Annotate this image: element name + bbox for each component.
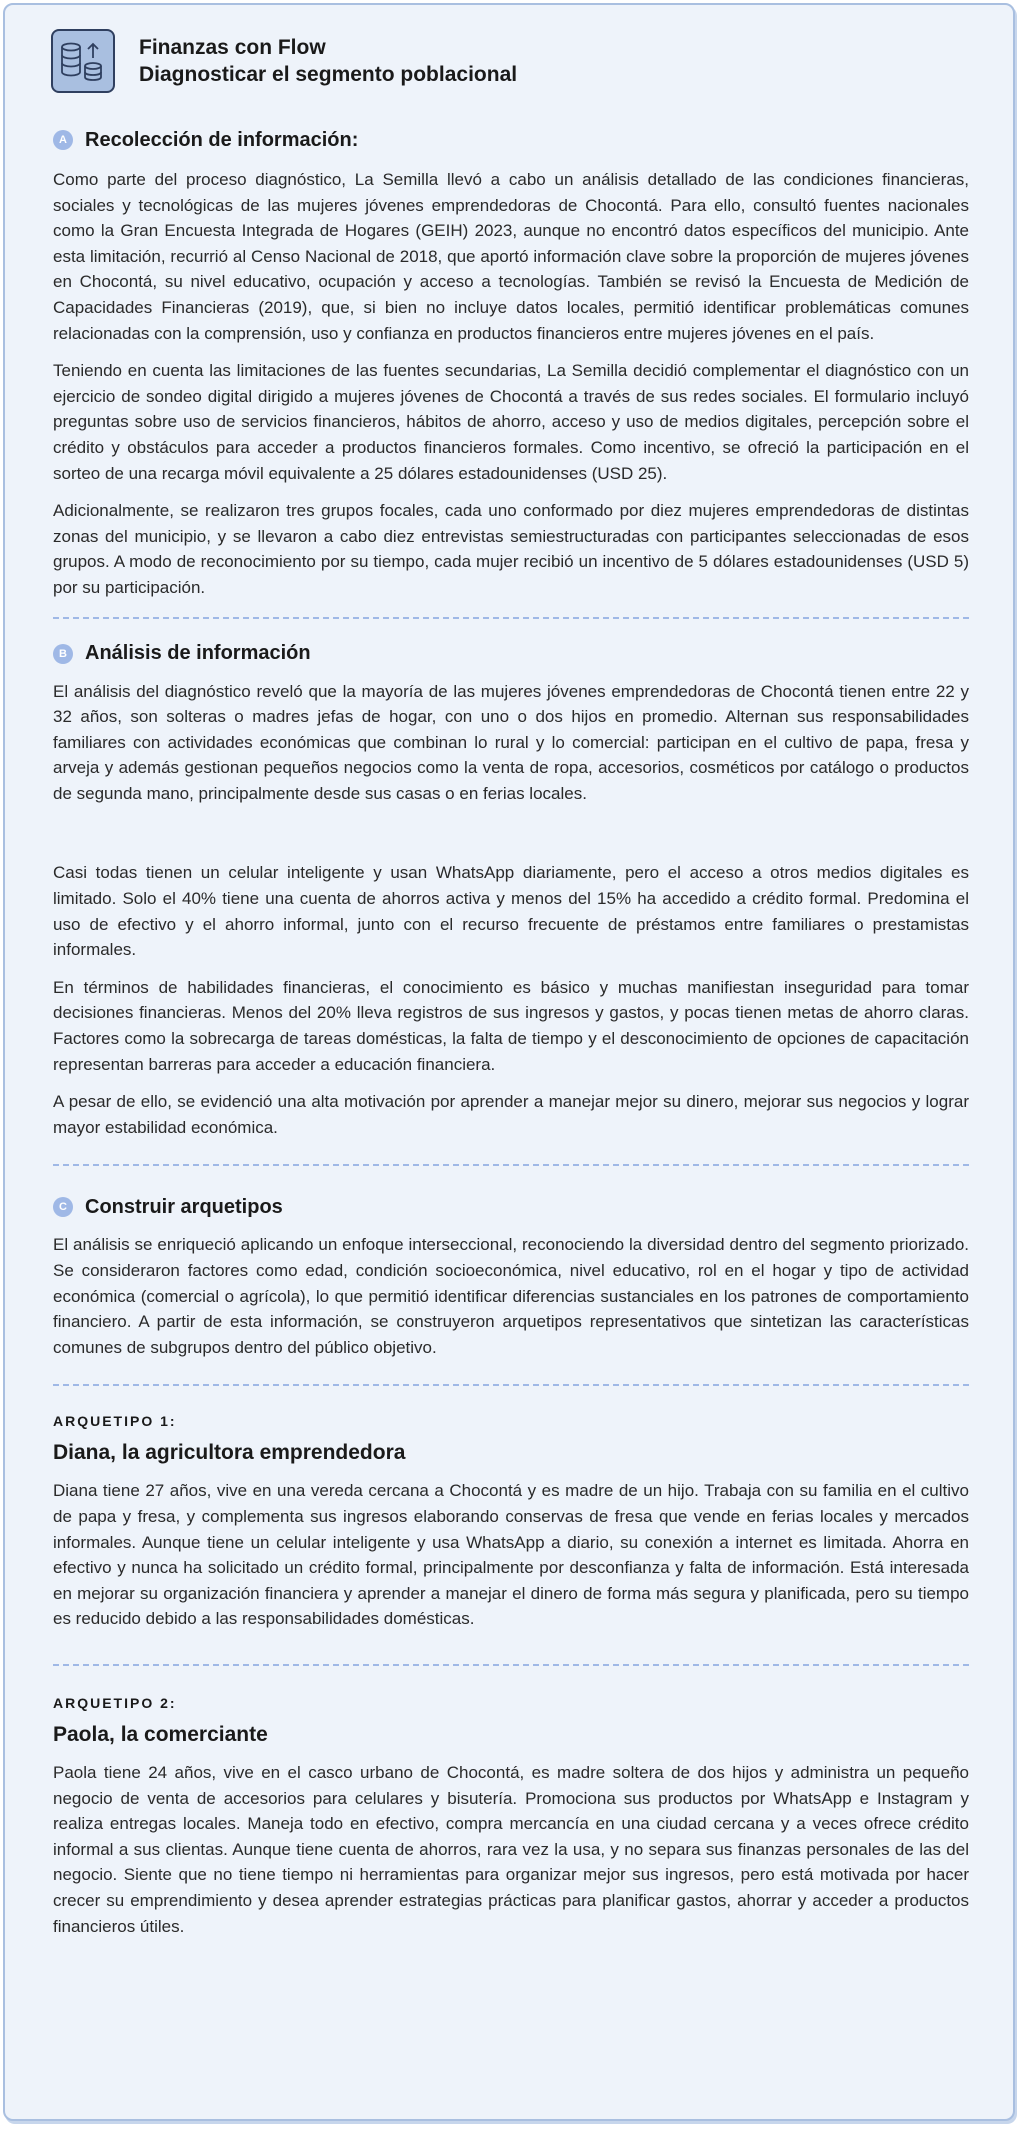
- section-a-heading: [53, 125, 969, 155]
- section-divider: [53, 1164, 969, 1166]
- section-b-paragraph: En términos de habilidades financieras, el conocimiento es básico y muchas manifiestan inseguridad para tomar decisiones financieras. Menos del 20% lleva registros de sus ingresos y gastos, y pocas tienen metas de ahorro claras. Factores como la sobrecarga de tareas domésticas, la falta de tiempo y el desconocimiento de opciones de capacitación representan barreras para acceder a educación financiera.: [53, 977, 969, 1074]
- section-b-paragraph: El análisis del diagnóstico reveló que la mayoría de las mujeres jóvenes emprendedoras de Chocontá tienen entre 22 y 32 años, son solteras o madres jefas de hogar, con uno o dos hijos en promedio. Alternan sus responsabilidades familiares con actividades económicas que combinan lo rural y lo comercial: participan en el cultivo de papa, fresa y arveja y además gestionan pequeños negocios como la venta de ropa, accesorios, cosméticos por catálogo o productos de segunda mano, principalmente desde sus casas o en ferias locales.: [53, 681, 969, 803]
- section-b-badge: B: [53, 644, 73, 664]
- section-b-paragraph: A pesar de ello, se evidenció una alta motivación por aprender a manejar mejor su dinero, mejorar sus negocios y lograr mayor estabilidad económica.: [53, 1092, 969, 1137]
- archetype-name: Paola, la comerciante: [53, 1722, 268, 1746]
- section-divider: [53, 1384, 969, 1386]
- archetype-description: Diana tiene 27 años, vive en una vereda cercana a Chocontá y es madre de un hijo. Trabaja con su familia en el cultivo de papa y fresa, y complementa sus ingresos elaborando conservas de fresa que vende en ferias locales y mercados informales. Aunque tiene un celular inteligente y usa WhatsApp a diario, su conexión a internet es limitada. Ahorra en efectivo y nunca ha solicitado un crédito formal, principalmente por desconfianza y falta de información. Está interesada en mejorar su organización financiera y aprender a manejar el dinero de forma más segura y planificada, pero su tiempo es reducido debido a las responsabilidades domésticas.: [53, 1481, 969, 1629]
- document-frame: [3, 3, 1015, 2121]
- section-a: [53, 125, 969, 601]
- section-a-badge: A: [53, 130, 73, 150]
- section-divider: [53, 617, 969, 619]
- section-divider: [53, 1664, 969, 1666]
- section-c-title: Construir arquetipos: [85, 1195, 283, 1218]
- archetype-label: ARQUETIPO 1:: [53, 1413, 177, 1430]
- document-body: [53, 117, 969, 1939]
- section-a-paragraph: Adicionalmente, se realizaron tres grupos focales, cada uno conformado por diez mujeres emprendedoras de distintas zonas del municipio, y se llevaron a cabo diez entrevistas semiestructuradas con participantes seleccionadas de esos grupos. A modo de reconocimiento por su tiempo, cada mujer recibió un incentivo de 5 dólares estadounidenses (USD 5) por su participación.: [53, 501, 969, 597]
- finance-database-icon: [51, 29, 115, 93]
- section-c-paragraph: El análisis se enriqueció aplicando un enfoque interseccional, reconociendo la diversidad dentro del segmento priorizado. Se consideraron factores como edad, condición socioeconómica, nivel educativo, rol en el hogar y tipo de actividad económica (comercial o agrícola), lo que permitió identificar diferencias sustanciales en los patrones de comportamiento financiero. A partir de esta información, se construyeron arquetipos representativos que sintetizan las características comunes de subgrupos dentro del público objetivo.: [53, 1235, 969, 1357]
- archetype-card: [53, 1410, 969, 1632]
- page-title: Diagnosticar el segmento poblacional: [139, 63, 518, 86]
- section-c: [53, 1192, 969, 1360]
- archetype-name: Diana, la agricultora emprendedora: [53, 1441, 406, 1465]
- section-b-title: Análisis de información: [85, 642, 311, 664]
- section-c-heading: [53, 1192, 969, 1222]
- section-b-paragraph: Casi todas tienen un celular inteligente y usan WhatsApp diariamente, pero el acceso a otros medios digitales es limitado. Solo el 40% tiene una cuenta de ahorros activa y menos del 15% ha accedido a crédito formal. Predomina el uso de efectivo y el ahorro informal, junto con el recurso frecuente de préstamos entre familiares o prestamistas informales.: [53, 863, 969, 960]
- section-a-paragraph: Teniendo en cuenta las limitaciones de las fuentes secundarias, La Semilla decidió complementar el diagnóstico con un ejercicio de sondeo digital dirigido a mujeres jóvenes de Chocontá a través de sus redes sociales. El formulario incluyó preguntas sobre uso de servicios financieros, hábitos de ahorro, acceso y uso de medios digitales, percepción sobre el crédito y obstáculos para acceder a productos financieros formales. Como incentivo, se ofreció la participación en el sorteo de una recarga móvil equivalente a 25 dólares estadounidenses (USD 25).: [53, 361, 969, 483]
- section-a-title: Recolección de información:: [85, 128, 359, 151]
- section-b-heading: [53, 639, 969, 669]
- publication-title: Finanzas con Flow: [139, 36, 326, 59]
- archetype-card: [53, 1692, 969, 1939]
- section-b: [53, 639, 969, 1141]
- document-header: [51, 29, 517, 93]
- section-a-paragraph: Como parte del proceso diagnóstico, La Semilla llevó a cabo un análisis detallado de las condiciones financieras, sociales y tecnológicas de las mujeres jóvenes emprendedoras de Chocontá. Para ello, consultó fuentes nacionales como la Gran Encuesta Integrada de Hogares (GEIH) 2023, aunque no encontró datos específicos del municipio. Ante esta limitación, recurrió al Censo Nacional de 2018, que aportó información clave sobre la proporción de mujeres jóvenes en Chocontá, su nivel educativo, ocupación y acceso a tecnologías. También se revisó la Encuesta de Medición de Capacidades Financieras (2019), que, si bien no incluye datos locales, permitió identificar problemáticas comunes relacionadas con la comprensión, uso y confianza en productos financieros entre mujeres jóvenes en el país.: [53, 170, 969, 343]
- archetype-description: Paola tiene 24 años, vive en el casco urbano de Chocontá, es madre soltera de dos hijos y administra un pequeño negocio de venta de accesorios para celulares y bisutería. Promociona sus productos por WhatsApp e Instagram y realiza entregas locales. Maneja todo en efectivo, compra mercancía en una ciudad cercana y a veces ofrece crédito informal a sus clientas. Aunque tiene cuenta de ahorros, rara vez la usa, y no separa sus finanzas personales de las del negocio. Siente que no tiene tiempo ni herramientas para organizar mejor sus ingresos, pero está motivada por hacer crecer su emprendimiento y desea aprender estrategias prácticas para planificar gastos, ahorrar y acceder a productos financieros útiles.: [53, 1762, 969, 1936]
- archetype-label: ARQUETIPO 2:: [53, 1694, 177, 1711]
- section-c-badge: C: [53, 1197, 73, 1217]
